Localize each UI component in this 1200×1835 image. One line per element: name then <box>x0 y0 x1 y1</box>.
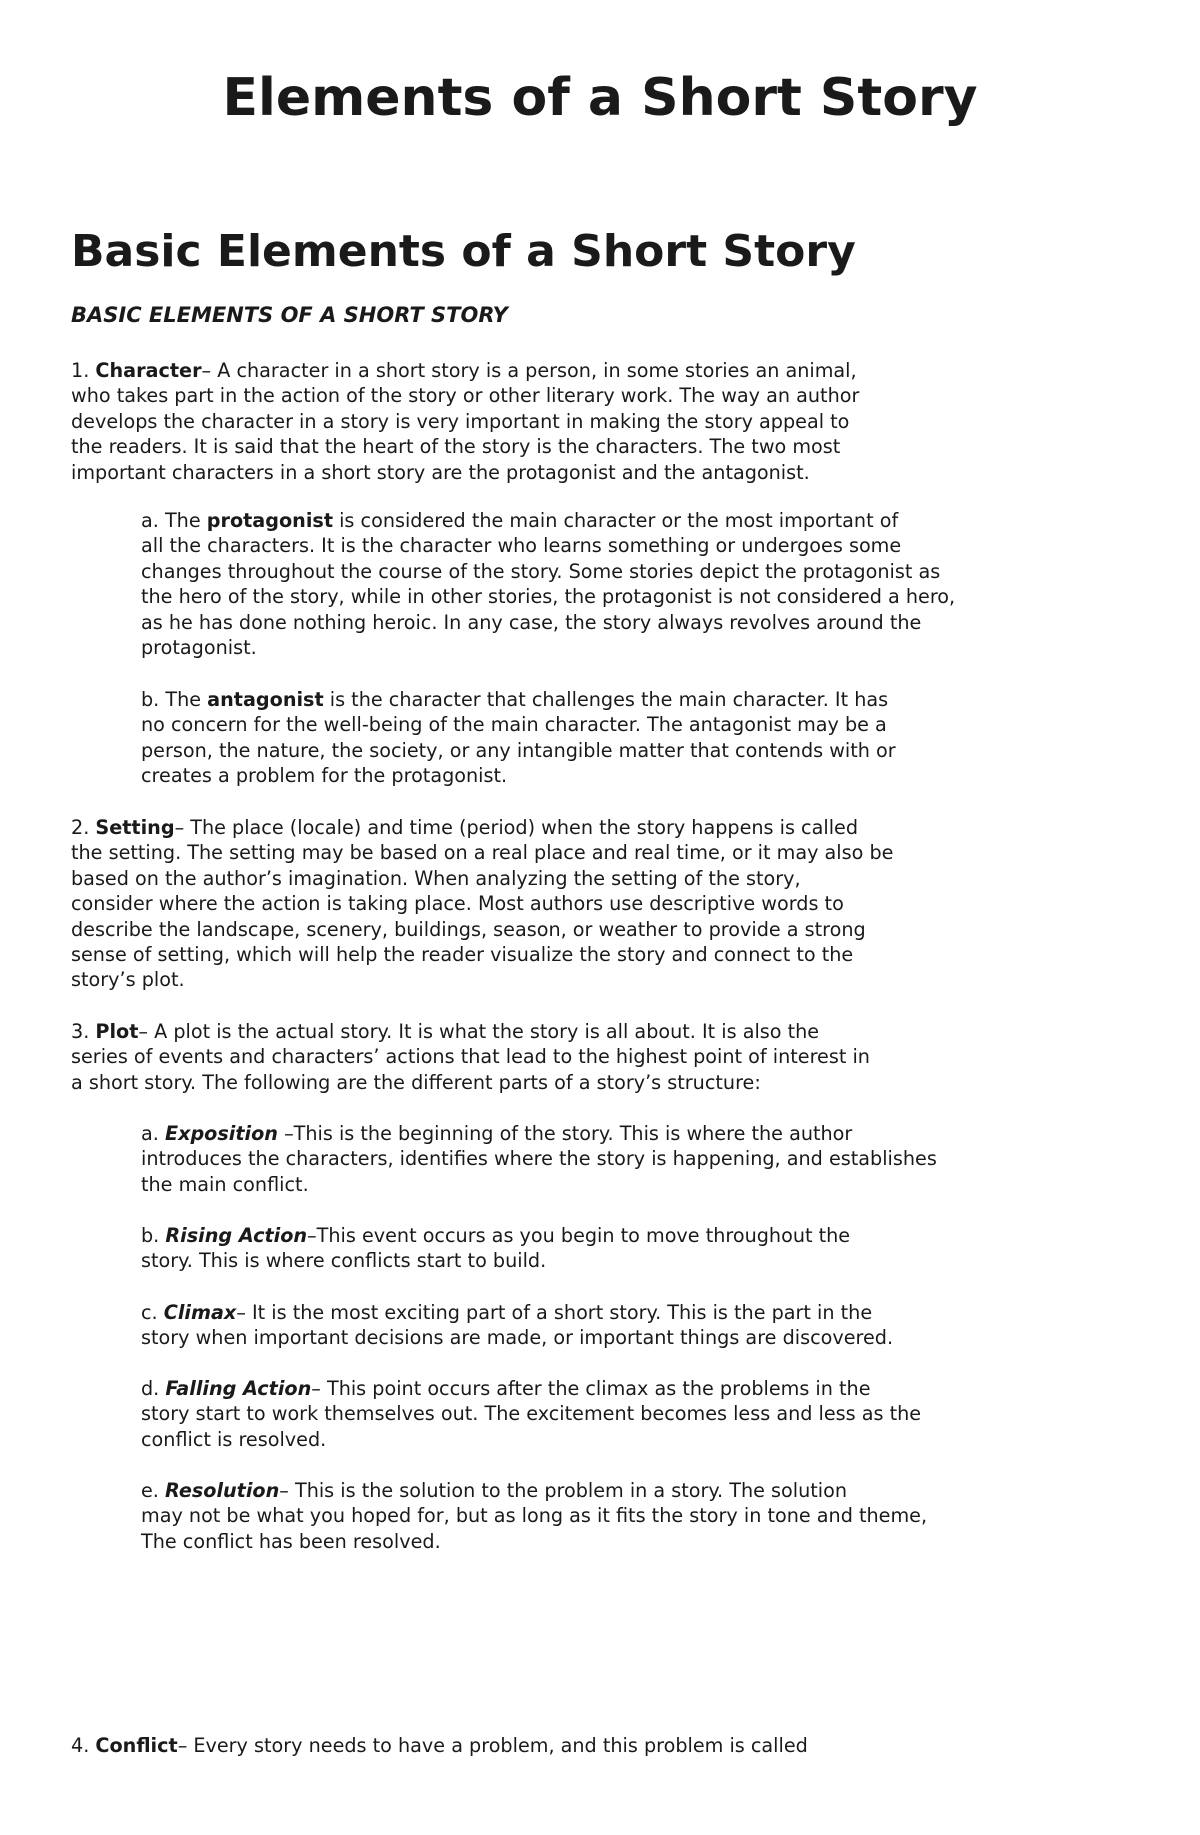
paragraph-line: series of events and characters’ actions that lead to the highest point of interest in <box>71 1045 870 1069</box>
paragraph-text: –This event occurs as you begin to move throughout the <box>307 1224 851 1247</box>
list-number: 1. <box>71 359 96 382</box>
paragraph-line: story start to work themselves out. The excitement becomes less and less as the <box>141 1402 922 1426</box>
term-setting: Setting <box>95 816 175 839</box>
paragraph-line: the setting. The setting may be based on a real place and real time, or it may also be <box>71 841 894 865</box>
list-number: 2. <box>71 816 96 839</box>
term-plot: Plot <box>95 1020 139 1043</box>
paragraph-line <box>71 1733 1081 1758</box>
term-exposition: Exposition <box>164 1122 278 1145</box>
paragraph-line: the hero of the story, while in other stories, the protagonist is not considered a hero, <box>141 585 956 609</box>
paragraph-character <box>71 358 1081 485</box>
paragraph-line: the main conflict. <box>141 1172 309 1196</box>
paragraph-plot <box>71 1019 1081 1095</box>
paragraph-line <box>71 1019 1081 1044</box>
paragraph-text: – Every story needs to have a problem, and this problem is called <box>177 1734 808 1757</box>
list-letter: b. <box>141 1224 166 1247</box>
paragraph-line: a short story. The following are the different parts of a story’s structure: <box>71 1070 761 1094</box>
paragraph-resolution <box>141 1478 1081 1554</box>
paragraph-text: is considered the main character or the most important of <box>333 509 899 532</box>
term-climax: Climax <box>163 1301 237 1324</box>
paragraph-line: important characters in a short story are the protagonist and the antagonist. <box>71 460 810 484</box>
paragraph-line: as he has done nothing heroic. In any case, the story always revolves around the <box>141 610 922 634</box>
paragraph-line: person, the nature, the society, or any intangible matter that contends with or <box>141 738 896 762</box>
list-number: 4. <box>71 1734 96 1757</box>
paragraph-line: all the characters. It is the character who learns something or undergoes some <box>141 534 902 558</box>
paragraph-line <box>141 508 1081 533</box>
paragraph-line: story when important decisions are made, or important things are discovered. <box>141 1326 894 1350</box>
paragraph-line <box>141 687 1081 712</box>
list-letter: e. <box>141 1479 166 1502</box>
subheading: BASIC ELEMENTS OF A SHORT STORY <box>71 303 508 327</box>
paragraph-text: – It is the most exciting part of a short story. This is the part in the <box>236 1301 873 1324</box>
paragraph-line <box>141 1121 1081 1146</box>
paragraph-line: story. This is where conflicts start to build. <box>141 1249 547 1273</box>
paragraph-line <box>71 358 1081 383</box>
term-resolution: Resolution <box>165 1479 280 1502</box>
paragraph-text: – A character in a short story is a person, in some stories an animal, <box>201 359 857 382</box>
term-character: Character <box>95 359 202 382</box>
paragraph-protagonist <box>141 508 1081 660</box>
paragraph-text: – The place (locale) and time (period) when the story happens is called <box>174 816 859 839</box>
paragraph-line: story’s plot. <box>71 968 185 992</box>
list-letter: d. <box>141 1377 166 1400</box>
paragraph-falling-action <box>141 1376 1081 1452</box>
paragraph-line: no concern for the well-being of the main character. The antagonist may be a <box>141 713 887 737</box>
paragraph-line: who takes part in the action of the story or other literary work. The way an author <box>71 384 860 408</box>
list-letter: c. <box>141 1301 164 1324</box>
term-protagonist: protagonist <box>206 509 333 532</box>
paragraph-line: sense of setting, which will help the reader visualize the story and connect to the <box>71 943 854 967</box>
section-heading: Basic Elements of a Short Story <box>71 226 856 277</box>
paragraph-line <box>141 1300 1081 1325</box>
paragraph-text: – This point occurs after the climax as the problems in the <box>311 1377 871 1400</box>
list-number: 3. <box>71 1020 96 1043</box>
paragraph-line: introduces the characters, identifies where the story is happening, and establishes <box>141 1147 937 1171</box>
paragraph-text: – A plot is the actual story. It is what the story is all about. It is also the <box>138 1020 820 1043</box>
paragraph-line <box>141 1478 1081 1503</box>
list-letter: a. The <box>141 509 207 532</box>
term-falling-action: Falling Action <box>165 1377 312 1400</box>
paragraph-line <box>141 1223 1081 1248</box>
paragraph-climax <box>141 1300 1081 1351</box>
paragraph-exposition <box>141 1121 1081 1197</box>
paragraph-setting <box>71 815 1081 993</box>
paragraph-line: The conflict has been resolved. <box>141 1529 441 1553</box>
paragraph-line: the readers. It is said that the heart of the story is the characters. The two most <box>71 435 841 459</box>
paragraph-text: is the character that challenges the main character. It has <box>323 688 889 711</box>
paragraph-line: creates a problem for the protagonist. <box>141 764 508 788</box>
document-title: Elements of a Short Story <box>222 68 978 128</box>
paragraph-line: may not be what you hoped for, but as long as it fits the story in tone and theme, <box>141 1504 928 1528</box>
term-rising-action: Rising Action <box>165 1224 308 1247</box>
term-antagonist: antagonist <box>207 688 324 711</box>
paragraph-line <box>141 1376 1081 1401</box>
paragraph-line: based on the author’s imagination. When analyzing the setting of the story, <box>71 866 801 890</box>
paragraph-line: consider where the action is taking place. Most authors use descriptive words to <box>71 892 844 916</box>
paragraph-text: –This is the beginning of the story. This is where the author <box>277 1122 853 1145</box>
paragraph-line: conflict is resolved. <box>141 1427 327 1451</box>
paragraph-line <box>71 815 1081 840</box>
paragraph-line: protagonist. <box>141 636 257 660</box>
paragraph-text: – This is the solution to the problem in a story. The solution <box>279 1479 847 1502</box>
paragraph-line: develops the character in a story is very important in making the story appeal to <box>71 409 850 433</box>
paragraph-line: describe the landscape, scenery, buildings, season, or weather to provide a strong <box>71 917 866 941</box>
paragraph-rising-action <box>141 1223 1081 1274</box>
list-letter: a. <box>141 1122 165 1145</box>
paragraph-line: changes throughout the course of the story. Some stories depict the protagonist as <box>141 559 941 583</box>
paragraph-antagonist <box>141 687 1081 789</box>
list-letter: b. The <box>141 688 208 711</box>
paragraph-conflict <box>71 1733 1081 1758</box>
term-conflict: Conflict <box>95 1734 178 1757</box>
